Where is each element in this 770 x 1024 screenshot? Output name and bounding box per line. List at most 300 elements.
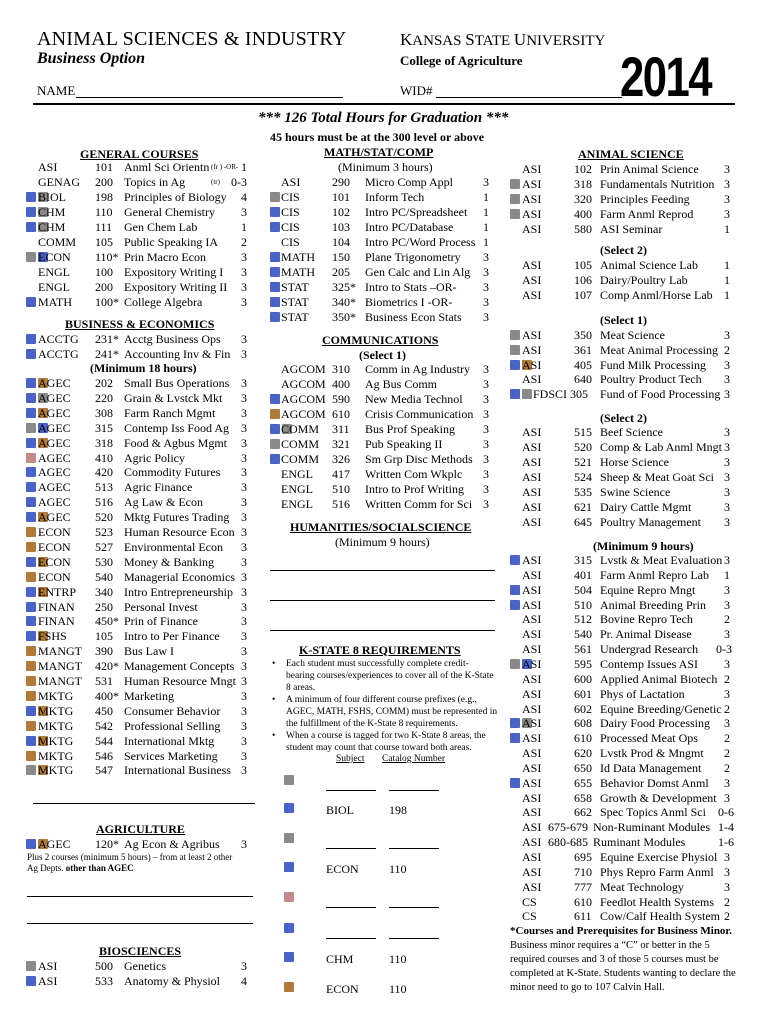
course-title: Food & Agbus Mgmt (124, 435, 228, 450)
course-number: 523 (95, 525, 113, 539)
kstate8-subject: CHM (326, 952, 354, 966)
agriculture-course-line-2[interactable] (27, 923, 253, 924)
ksu8-badge-icon (26, 192, 36, 202)
course-title: Sheep & Meat Goat Sci (600, 470, 714, 484)
course-dept: ASI (522, 342, 542, 357)
ksu8-badge-icon (26, 512, 36, 522)
course-title: Comm in Ag Industry (365, 362, 471, 376)
course-hours: 3 (724, 387, 730, 402)
ksu8-area-icon (284, 833, 294, 843)
course-number: 305 (570, 387, 588, 402)
ksu8-tag-icon (26, 252, 36, 262)
course-title: Meat Animal Processing (600, 342, 718, 357)
course-title: Contemp Issues ASI (600, 656, 699, 671)
course-hours: 3 (241, 688, 247, 703)
course-hours: 3 (241, 733, 247, 748)
course-dept: ASI (522, 716, 542, 731)
course-number: 650 (574, 760, 592, 775)
course-hours: 2 (724, 671, 730, 686)
course-title: Pr. Animal Disease (600, 627, 692, 642)
kstate8-bullet-1: Each student must successfully complete credit-bearing courses/experiences to cover all of the K-State 8 areas. (286, 659, 494, 693)
course-dept: AGEC (38, 450, 71, 465)
course-number: 202 (95, 376, 113, 390)
university-name: KANSAS STATE UNIVERSITY (400, 30, 606, 49)
course-number: 102 (332, 205, 350, 219)
course-dept: AGEC (38, 420, 71, 435)
course-hours: 3 (483, 377, 489, 391)
course-hours: 3 (241, 703, 247, 718)
course-title: Bovine Repro Tech (600, 612, 693, 627)
course-title: Agric Finance (124, 480, 193, 495)
ksu8-badge-icon (270, 207, 280, 217)
kstate8-catalog: 198 (389, 803, 407, 817)
course-title: Fundamentals Nutrition (600, 177, 715, 191)
course-title: Accounting Inv & Fin (124, 347, 231, 361)
course-number: 610 (574, 894, 592, 909)
course-title: Horse Science (600, 455, 669, 469)
course-number: 250 (95, 599, 113, 614)
course-hours: 3 (483, 265, 489, 279)
course-hours: 3 (241, 644, 247, 659)
course-title: Animal Science Lab (600, 258, 698, 272)
course-number: 350 (574, 328, 592, 342)
course-hours: 0-3 (716, 642, 732, 657)
ksu8-badge-icon (270, 297, 280, 307)
agriculture-note-2: Ag Depts. other than AGEC (27, 863, 134, 873)
ksu8-badge-icon (26, 706, 36, 716)
course-number: 524 (574, 470, 592, 484)
business-minor-note: Business minor requires a “C” or better in the 5 required courses and 3 of those 5 courses must be completed at K-State. Students wanting to declare the minor need to go to 107 Calvin Hall. (510, 940, 736, 993)
course-hours: 3 (724, 485, 730, 499)
course-title: Micro Comp Appl (365, 175, 454, 189)
course-number: 516 (95, 495, 113, 510)
course-dept: ASI (38, 959, 58, 973)
kstate8-blank[interactable] (326, 907, 376, 908)
course-dept: ECON (38, 569, 71, 584)
wid-label: WID# (400, 83, 433, 98)
course-number: 602 (574, 701, 592, 716)
course-number: 361 (574, 342, 592, 357)
ksu8-badge-icon (270, 454, 280, 464)
ksu8-badge-icon (26, 393, 36, 403)
course-dept: AGCOM (281, 377, 326, 391)
ksu8-tag-icon (522, 389, 532, 399)
course-dept: COMM (38, 235, 77, 249)
course-number: 504 (574, 582, 592, 597)
course-title: International Mktg (124, 733, 215, 748)
ksu8-category-icon (26, 721, 36, 731)
ksu8-tag-icon (510, 659, 520, 669)
course-dept: AGEC (38, 390, 71, 405)
course-title: Meat Science (600, 328, 665, 342)
ksu8-badge-icon (26, 839, 36, 849)
course-number: 561 (574, 642, 592, 657)
course-dept: ENTRP (38, 584, 77, 599)
course-number: 340 (95, 584, 113, 599)
course-title: Non-Ruminant Modules (593, 820, 710, 835)
course-title: Dairy/Poultry Lab (600, 273, 688, 287)
course-number: 640 (574, 372, 592, 387)
course-number: 610 (332, 407, 350, 421)
course-dept: CIS (281, 235, 300, 249)
course-number: 521 (574, 455, 592, 469)
course-title: Dairy Cattle Mgmt (600, 500, 692, 514)
course-dept: AGEC (38, 376, 71, 390)
course-hours: 3 (241, 250, 247, 264)
kstate8-blank[interactable] (389, 938, 439, 939)
course-number: 110 (95, 205, 113, 219)
course-hours: 1 (483, 190, 489, 204)
course-number: 325* (332, 280, 356, 294)
course-title: Swine Science (600, 485, 671, 499)
course-title: Agric Policy (124, 450, 185, 465)
ksu8-badge-icon (26, 602, 36, 612)
course-dept: ASI (522, 567, 542, 582)
course-dept: ASI (522, 273, 542, 287)
course-hours: 3 (241, 959, 247, 973)
course-number: 546 (95, 748, 113, 763)
course-hours: 3 (241, 525, 247, 539)
course-dept: ASI (522, 746, 542, 761)
course-number: 420 (95, 465, 113, 480)
course-dept: STAT (281, 295, 309, 309)
kstate8-subject: ECON (326, 862, 359, 876)
ksu8-tag-icon (270, 192, 280, 202)
course-title: Farm Anml Reprod (600, 207, 694, 221)
course-hours: 3 (241, 554, 247, 569)
course-dept: AGEC (38, 480, 71, 495)
course-number: 231* (95, 332, 119, 346)
kstate8-blank[interactable] (326, 938, 376, 939)
ksu8-category-icon (270, 409, 280, 419)
course-hours: 3 (483, 482, 489, 496)
course-hours: 3 (724, 500, 730, 514)
course-number: 315 (95, 420, 113, 435)
ksu8-badge-icon (270, 312, 280, 322)
course-hours: 3 (724, 686, 730, 701)
kstate8-catalog: 110 (389, 862, 407, 876)
ksu8-badge-icon (510, 389, 520, 399)
agriculture-heading: AGRICULTURE (96, 822, 185, 836)
ksu8-badge-icon (510, 360, 520, 370)
ksu8-area-icon (284, 952, 294, 962)
course-number: 315 (574, 553, 592, 567)
course-dept: MKTG (38, 763, 74, 778)
ksu8-badge-icon (510, 555, 520, 565)
ksu8-badge-icon (26, 378, 36, 388)
course-hours: 3 (241, 465, 247, 480)
kstate8-blank[interactable] (389, 848, 439, 849)
kstate8-catalog-col: Catalog Number (382, 754, 446, 764)
course-title: General Chemistry (124, 205, 215, 219)
course-number: 610 (574, 731, 592, 746)
course-hours: 2 (724, 731, 730, 746)
course-dept: MKTG (38, 718, 74, 733)
course-title: International Business (124, 763, 231, 778)
kstate8-blank[interactable] (326, 848, 376, 849)
course-number: 320 (574, 192, 592, 206)
course-title: Prin Macro Econ (124, 250, 206, 264)
course-dept: CHM (38, 220, 66, 234)
kstate8-subject: ECON (326, 982, 359, 996)
course-dept: AGCOM (281, 362, 326, 376)
kstate8-blank[interactable] (389, 790, 439, 791)
ksu8-badge-icon (270, 222, 280, 232)
course-dept: ECON (38, 525, 71, 539)
humanities-line-1[interactable] (270, 570, 495, 571)
course-title: Behavior Domst Anml (600, 775, 709, 790)
course-dept: ASI (522, 177, 542, 191)
ksu8-badge-icon (510, 733, 520, 743)
course-number: 510 (574, 597, 592, 612)
course-title: Growth & Development (600, 790, 717, 805)
course-hours: 1-6 (718, 835, 734, 850)
course-hours: 3 (483, 310, 489, 324)
ksu8-category-icon (26, 751, 36, 761)
course-title: Commodity Futures (124, 465, 221, 480)
course-title: Management Concepts (124, 659, 235, 674)
course-hours: 3 (241, 347, 247, 361)
agriculture-course-line-1[interactable] (27, 896, 253, 897)
course-dept: ASI (522, 864, 542, 879)
course-dept: ASI (522, 835, 542, 850)
course-title: Crisis Communication (365, 407, 474, 421)
course-hours: 3 (241, 748, 247, 763)
course-title: Bus Law I (124, 644, 174, 659)
course-hours: 3 (724, 597, 730, 612)
course-number: 515 (574, 425, 592, 439)
ksu8-badge-icon (270, 267, 280, 277)
course-dept: ASI (38, 160, 58, 174)
program-subtitle: Business Option (37, 50, 146, 67)
course-title: Undergrad Research (600, 642, 699, 657)
course-dept: CS (522, 894, 537, 909)
course-dept: ENGL (38, 280, 70, 294)
ksu8-tag-icon (26, 765, 36, 775)
course-title: Fund of Food Processing (600, 387, 721, 402)
business-min-hours: (Minimum 18 hours) (90, 361, 197, 375)
kstate8-blank[interactable] (326, 790, 376, 791)
ksu8-area-icon (284, 775, 294, 785)
course-number: 105 (95, 629, 113, 644)
course-title: Expository Writing I (124, 265, 224, 279)
course-title: Gen Chem Lab (124, 220, 198, 234)
course-title: ASI Seminar (600, 222, 663, 236)
math-min-hours: (Minimum 3 hours) (338, 160, 433, 174)
course-dept: MANGT (38, 644, 82, 659)
course-dept: ASI (522, 485, 542, 499)
course-number: 544 (95, 733, 113, 748)
course-title: Equine Exercise Physiol (600, 850, 718, 864)
course-title: Farm Ranch Mgmt (124, 405, 216, 420)
course-hours: 2 (724, 894, 730, 909)
course-hours: 3 (241, 205, 247, 219)
business-economics-heading: BUSINESS & ECONOMICS (65, 317, 215, 331)
course-title: Public Speaking IA (124, 235, 218, 249)
ksu8-badge-icon (270, 282, 280, 292)
course-number: 540 (574, 627, 592, 642)
course-hours: 1 (724, 288, 730, 302)
course-hours: 3 (724, 627, 730, 642)
course-dept: STAT (281, 310, 309, 324)
course-title: Acctg Business Ops (124, 332, 221, 346)
course-hours: 2 (724, 701, 730, 716)
course-dept: ENGL (38, 265, 70, 279)
course-hours: 3 (483, 295, 489, 309)
course-number: 540 (95, 569, 113, 584)
course-title: Ag Law & Econ (124, 495, 203, 510)
course-hours: 3 (483, 392, 489, 406)
course-title: Comp Anml/Horse Lab (600, 288, 713, 302)
ksu8-area-icon (284, 892, 294, 902)
course-hours: 3 (724, 790, 730, 805)
ksu8-badge-icon (26, 207, 36, 217)
course-number: 547 (95, 763, 113, 778)
course-hours: 3 (241, 718, 247, 733)
course-number: 710 (574, 864, 592, 879)
catalog-year: 2014 (620, 45, 711, 108)
course-dept: ACCTG (38, 347, 79, 361)
course-hours: 3 (724, 864, 730, 879)
course-dept: ASI (522, 612, 542, 627)
course-number: 655 (574, 775, 592, 790)
course-hours: 3 (724, 357, 730, 372)
course-dept: ECON (38, 250, 71, 264)
course-number: 590 (332, 392, 350, 406)
ksu8-badge-icon (270, 424, 280, 434)
upper-level-note: 45 hours must be at the 300 level or above (270, 130, 485, 144)
course-dept: MKTG (38, 733, 74, 748)
kstate8-bullet-2: A minimum of four different course prefixes (e.g., AGEC, MATH, FSHS, COMM) must be represented in the fulfillment of the K-State 8 requirements. (286, 695, 498, 729)
ksu8-category-icon (26, 661, 36, 671)
ksu8-badge-icon (510, 600, 520, 610)
course-hours: 3 (241, 569, 247, 584)
course-hours: 3 (724, 192, 730, 206)
course-dept: ACCTG (38, 332, 79, 346)
course-hours: 3 (483, 250, 489, 264)
course-dept: MANGT (38, 674, 82, 688)
course-number: 658 (574, 790, 592, 805)
humanities-line-3[interactable] (270, 630, 495, 631)
course-number: 390 (95, 644, 113, 659)
course-title: Intro to Per Finance (124, 629, 220, 644)
ksu8-badge-icon (26, 408, 36, 418)
course-title: Sm Grp Disc Methods (365, 452, 473, 466)
course-dept: AGEC (38, 495, 71, 510)
course-number: 621 (574, 500, 592, 514)
ksu8-category-icon (26, 527, 36, 537)
course-hours: 1 (724, 258, 730, 272)
course-hours: 3 (241, 332, 247, 346)
wid-field[interactable] (436, 97, 622, 98)
course-number: 777 (574, 879, 592, 894)
course-dept: ASI (522, 162, 542, 176)
course-hours: 3 (241, 405, 247, 420)
course-dept: ASI (522, 879, 542, 894)
course-hours: 3 (483, 175, 489, 189)
course-title: College Algebra (124, 295, 203, 309)
course-dept: ASI (522, 582, 542, 597)
course-title: Anml Sci Orientn (124, 160, 210, 174)
kstate8-heading: K-STATE 8 REQUIREMENTS (299, 643, 461, 657)
course-hours: 3 (483, 407, 489, 421)
course-title: Principles of Biology (124, 190, 227, 204)
course-title: Feedlot Health Systems (600, 894, 714, 909)
course-hours: 3 (724, 775, 730, 790)
biosciences-heading: BIOSCIENCES (99, 944, 182, 958)
course-number: 516 (332, 497, 350, 511)
course-number: 600 (574, 671, 592, 686)
course-hours: 3 (483, 452, 489, 466)
course-title: Mktg Futures Trading (124, 510, 230, 525)
course-title: Intro to Prof Writing (365, 482, 464, 496)
course-hours: 3 (724, 440, 730, 454)
course-dept: CIS (281, 220, 300, 234)
course-dept: CS (522, 909, 537, 924)
course-hours: 3 (241, 450, 247, 465)
course-dept: FDSCI (533, 387, 568, 402)
ksu8-tag-icon (26, 423, 36, 433)
course-hours: 3 (724, 162, 730, 176)
course-number: 520 (95, 510, 113, 525)
kstate8-blank[interactable] (389, 907, 439, 908)
course-dept: ENGL (281, 482, 313, 496)
course-dept: ASI (522, 258, 542, 272)
course-dept: AGCOM (281, 392, 326, 406)
course-dept: ASI (522, 455, 542, 469)
course-hours: 3 (724, 879, 730, 894)
course-number: 611 (574, 909, 592, 924)
animal-science-heading: ANIMAL SCIENCE (578, 147, 684, 161)
animal-select-1: (Select 1) (600, 313, 647, 327)
course-number: 510 (332, 482, 350, 496)
course-dept: CHM (38, 205, 66, 219)
animal-select-2: (Select 2) (600, 243, 647, 257)
course-dept: STAT (281, 280, 309, 294)
ksu8-badge-icon (26, 736, 36, 746)
course-title: Poultry Product Tech (600, 372, 702, 387)
course-title: Contemp Iss Food Ag (124, 420, 230, 435)
course-hours: 3 (724, 177, 730, 191)
ksu8-tag-icon (510, 179, 520, 189)
course-hours: 3 (483, 362, 489, 376)
course-title: Human Resource Mngt (124, 674, 236, 688)
course-title: Professional Selling (124, 718, 221, 733)
course-hours: 2 (724, 746, 730, 761)
total-hours: *** 126 Total Hours for Graduation *** (258, 110, 509, 126)
course-hours: 1 (241, 220, 247, 234)
ksu8-category-icon (26, 676, 36, 686)
course-number: 675-679 (548, 820, 588, 835)
course-number: 513 (95, 480, 113, 495)
course-hours: 3 (724, 515, 730, 529)
ksu8-badge-icon (26, 297, 36, 307)
humanities-line-2[interactable] (270, 600, 495, 601)
course-number: 100* (95, 295, 119, 309)
course-number: 111 (95, 220, 113, 234)
ksu8-badge-icon (270, 394, 280, 404)
communications-select: (Select 1) (359, 348, 406, 362)
course-dept: GENAG (38, 175, 80, 189)
course-dept: ASI (522, 627, 542, 642)
ksu8-badge-icon (510, 718, 520, 728)
course-dept: AGCOM (281, 407, 326, 421)
course-number: 420* (95, 659, 119, 674)
name-field[interactable] (76, 97, 343, 98)
course-number: 220 (95, 390, 113, 405)
course-title: Meat Technology (600, 879, 684, 894)
course-number: 241* (95, 347, 119, 361)
